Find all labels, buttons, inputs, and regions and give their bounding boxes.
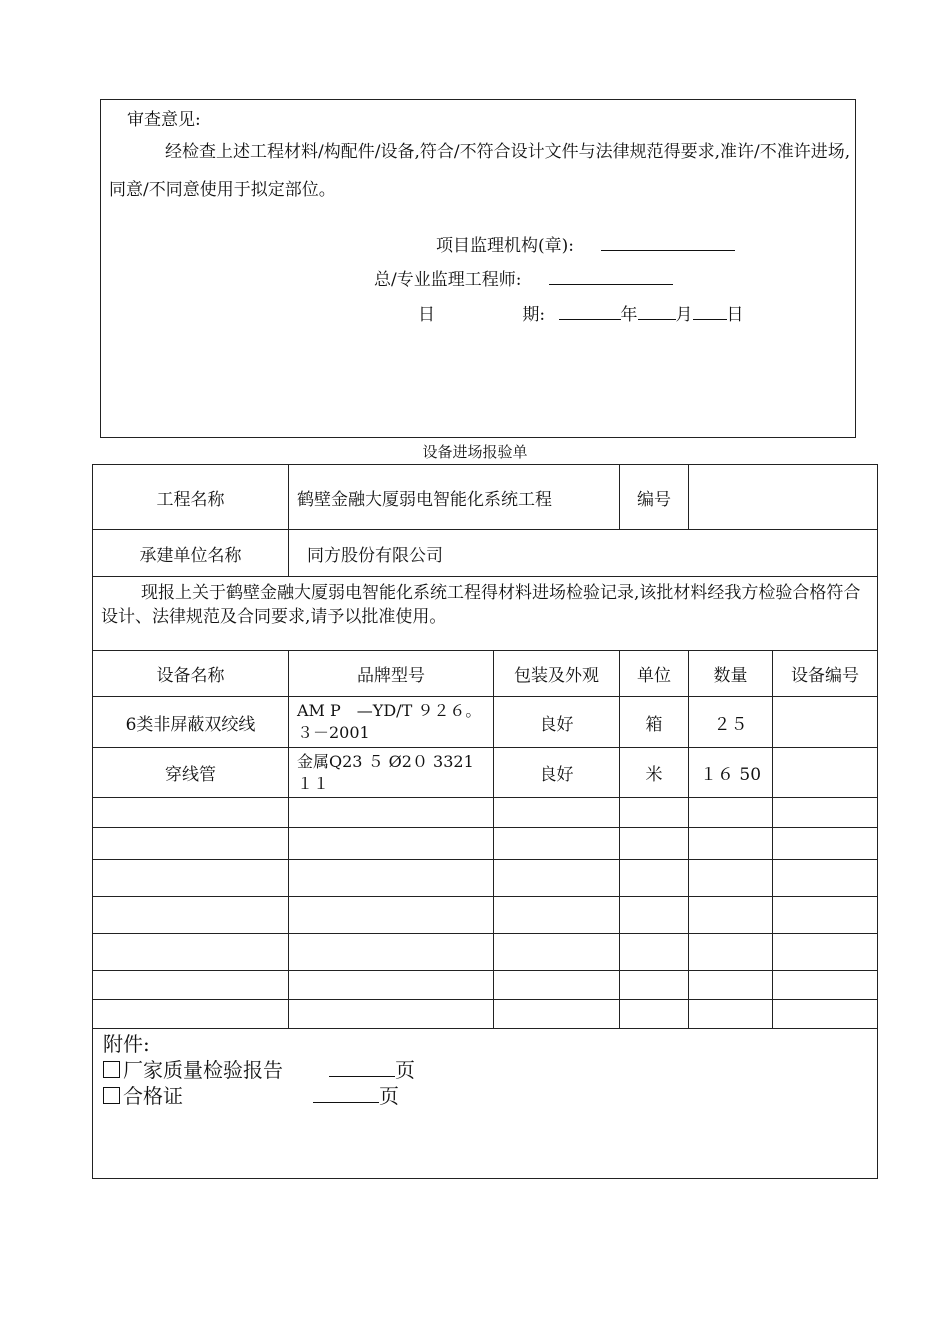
empty-cell[interactable] (773, 1000, 878, 1029)
page-suffix: 页 (395, 1058, 415, 1082)
col-header: 单位 (620, 651, 689, 697)
table-row (93, 697, 878, 748)
empty-cell[interactable] (689, 897, 773, 934)
attachment-label: 合格证 (123, 1084, 183, 1108)
engineer-signature-line (374, 265, 673, 290)
empty-cell[interactable] (620, 828, 689, 860)
org-blank[interactable] (601, 234, 735, 251)
package: 良好 (494, 748, 620, 798)
empty-cell[interactable] (93, 934, 289, 971)
empty-cell[interactable] (620, 798, 689, 828)
day-blank[interactable] (693, 303, 727, 320)
brand-model: 金属Q23 ５ Ø2０ 3321 １１ (289, 748, 494, 798)
col-header: 品牌型号 (289, 651, 494, 697)
package: 良好 (494, 697, 620, 748)
empty-cell[interactable] (289, 1000, 494, 1029)
table-row (93, 748, 878, 798)
empty-cell[interactable] (93, 860, 289, 897)
contractor-label: 承建单位名称 (93, 530, 289, 577)
col-header: 数量 (689, 651, 773, 697)
empty-cell[interactable] (93, 897, 289, 934)
empty-cell[interactable] (494, 860, 620, 897)
empty-cell[interactable] (93, 828, 289, 860)
empty-row (93, 1000, 878, 1029)
checkbox[interactable] (103, 1061, 120, 1078)
empty-cell[interactable] (689, 828, 773, 860)
equipment-code[interactable] (773, 697, 878, 748)
empty-cell[interactable] (773, 860, 878, 897)
empty-row (93, 971, 878, 1000)
report-row (93, 577, 878, 651)
empty-row (93, 934, 878, 971)
checkbox[interactable] (103, 1087, 120, 1104)
empty-cell[interactable] (689, 860, 773, 897)
empty-cell[interactable] (773, 934, 878, 971)
equipment-name: 穿线管 (93, 748, 289, 798)
empty-cell[interactable] (773, 897, 878, 934)
page-count-blank[interactable] (329, 1058, 395, 1077)
project-row (93, 465, 878, 530)
empty-row (93, 828, 878, 860)
unit: 箱 (620, 697, 689, 748)
col-header: 包装及外观 (494, 651, 620, 697)
review-text: 经检查上述工程材料/构配件/设备,符合/不符合设计文件与法律规范得要求,准许/不准许进场, 同意/不同意使用于拟定部位。 (109, 142, 851, 200)
date-line (418, 300, 744, 325)
attachments-cell (93, 1029, 878, 1179)
empty-cell[interactable] (494, 828, 620, 860)
org-label: 项目监理机构(章): (436, 236, 574, 256)
attachment-item (103, 1057, 869, 1083)
empty-cell[interactable] (289, 897, 494, 934)
empty-cell[interactable] (620, 971, 689, 1000)
empty-cell[interactable] (773, 971, 878, 1000)
report-text: 现报上关于鹤壁金融大厦弱电智能化系统工程得材料进场检验记录,该批材料经我方检验合格符合设计、法律规范及合同要求,请予以批准使用。 (93, 577, 878, 651)
date-label-2: 期: (522, 305, 546, 325)
project-value: 鹤壁金融大厦弱电智能化系统工程 (289, 465, 620, 530)
review-title: 审查意见: (127, 110, 201, 130)
empty-row (93, 860, 878, 897)
attachment-item (103, 1083, 869, 1109)
date-label-1: 日 (418, 305, 435, 325)
empty-cell[interactable] (494, 1000, 620, 1029)
page-suffix: 页 (379, 1084, 399, 1108)
page-count-blank[interactable] (313, 1084, 379, 1103)
number-value[interactable] (689, 465, 878, 530)
empty-cell[interactable] (289, 828, 494, 860)
form-title: 设备进场报验单 (422, 443, 528, 461)
equipment-entry-form (92, 464, 878, 1179)
month-label: 月 (675, 305, 693, 325)
col-header: 设备名称 (93, 651, 289, 697)
empty-cell[interactable] (93, 971, 289, 1000)
empty-cell[interactable] (773, 828, 878, 860)
empty-cell[interactable] (620, 897, 689, 934)
attachment-label: 厂家质量检验报告 (123, 1058, 283, 1082)
day-label: 日 (726, 305, 744, 325)
col-header: 设备编号 (773, 651, 878, 697)
empty-cell[interactable] (689, 971, 773, 1000)
unit: 米 (620, 748, 689, 798)
empty-cell[interactable] (289, 798, 494, 828)
empty-cell[interactable] (93, 1000, 289, 1029)
year-label: 年 (620, 305, 638, 325)
empty-cell[interactable] (689, 934, 773, 971)
table-header-row (93, 651, 878, 697)
contractor-value: 同方股份有限公司 (289, 530, 878, 577)
attachments-title: 附件: (103, 1032, 150, 1056)
org-signature-line (436, 231, 735, 256)
empty-cell[interactable] (289, 934, 494, 971)
engineer-blank[interactable] (549, 268, 673, 285)
year-blank[interactable] (559, 303, 621, 320)
empty-cell[interactable] (773, 798, 878, 828)
empty-cell[interactable] (289, 971, 494, 1000)
empty-cell[interactable] (620, 860, 689, 897)
quantity: １６ 50 (689, 748, 773, 798)
empty-cell[interactable] (289, 860, 494, 897)
project-label: 工程名称 (93, 465, 289, 530)
quantity: ２５ (689, 697, 773, 748)
empty-cell[interactable] (689, 798, 773, 828)
empty-cell[interactable] (494, 934, 620, 971)
attachments-row (93, 1029, 878, 1179)
empty-row (93, 798, 878, 828)
empty-cell[interactable] (494, 798, 620, 828)
empty-row (93, 897, 878, 934)
empty-cell[interactable] (689, 1000, 773, 1029)
engineer-label: 总/专业监理工程师: (374, 270, 522, 290)
empty-cell[interactable] (93, 798, 289, 828)
number-label: 编号 (620, 465, 689, 530)
empty-cell[interactable] (494, 897, 620, 934)
review-box (100, 99, 856, 438)
brand-model: AM P —YD/T ９２６。３－2001 (289, 697, 494, 748)
empty-cell[interactable] (620, 934, 689, 971)
empty-cell[interactable] (620, 1000, 689, 1029)
empty-cell[interactable] (494, 971, 620, 1000)
equipment-name: 6类非屏蔽双绞线 (93, 697, 289, 748)
contractor-row (93, 530, 878, 577)
equipment-code[interactable] (773, 748, 878, 798)
month-blank[interactable] (638, 303, 676, 320)
